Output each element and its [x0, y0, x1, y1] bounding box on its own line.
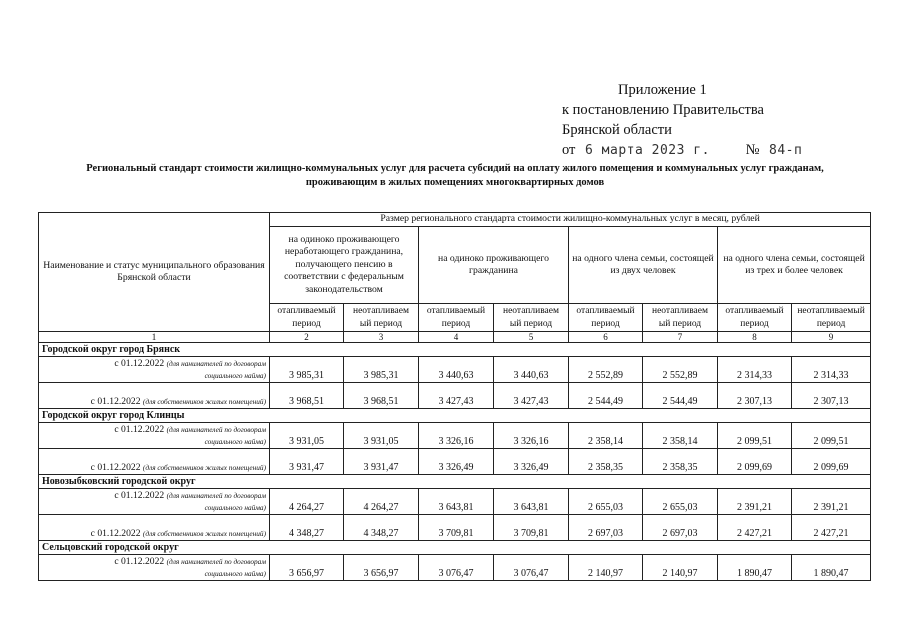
sub-header: неотапливаем ый период [643, 304, 718, 332]
row-date: с 01.12.2022 [114, 489, 165, 501]
value-cell: 2 427,21 [718, 515, 792, 541]
group-header: на одиноко проживающего неработающего гражданина, получающего пенсию в соответствии с федеральным законодательством [270, 227, 419, 304]
sub-header: неотапливаемый период [792, 304, 871, 332]
date-value: 6 марта 2023 г. [585, 143, 710, 158]
value-cell: 2 307,13 [718, 383, 792, 409]
value-cell: 4 348,27 [270, 515, 344, 541]
table-row [39, 515, 871, 541]
row-label [39, 449, 270, 475]
row-label [39, 383, 270, 409]
sub-header: неотапливаем ый период [344, 304, 419, 332]
sub-header: отапливаемый период [270, 304, 344, 332]
value-cell: 2 099,51 [718, 423, 792, 449]
value-cell: 2 552,89 [569, 357, 643, 383]
row-date: с 01.12.2022 [114, 555, 165, 567]
appendix-block [562, 80, 802, 161]
row-note: (для собственников жилых помещений) [142, 529, 266, 538]
row-label [39, 515, 270, 541]
value-cell: 2 314,33 [718, 357, 792, 383]
value-cell: 3 656,97 [270, 555, 344, 581]
value-cell: 1 890,47 [792, 555, 871, 581]
value-cell: 3 931,05 [344, 423, 419, 449]
value-cell: 3 427,43 [419, 383, 494, 409]
value-cell: 3 643,81 [494, 489, 569, 515]
document-title [40, 162, 870, 190]
row-note: (для собственников жилых помещений) [142, 397, 266, 406]
value-cell: 2 307,13 [792, 383, 871, 409]
column-number: 1 [39, 332, 270, 343]
sub-header: отапливаемый период [569, 304, 643, 332]
value-cell: 3 985,31 [344, 357, 419, 383]
sub-header: неотапливаем ый период [494, 304, 569, 332]
table-row [39, 555, 871, 581]
value-cell: 3 931,47 [270, 449, 344, 475]
value-cell: 4 348,27 [344, 515, 419, 541]
column-number: 7 [643, 332, 718, 343]
title-line-2: проживающим в жилых помещениях многоквартирных домов [305, 177, 605, 188]
row-note-continued: социального найма) [204, 568, 266, 578]
region-name: Новозыбковский городской округ [39, 475, 871, 489]
table-row [39, 489, 871, 515]
row-note: (для нанимателей по договорам [166, 358, 266, 368]
column-number: 5 [494, 332, 569, 343]
row-date: с 01.12.2022 [114, 423, 165, 435]
value-cell: 2 314,33 [792, 357, 871, 383]
value-cell: 3 968,51 [270, 383, 344, 409]
value-cell: 4 264,27 [270, 489, 344, 515]
region-name: Сельцовский городской округ [39, 541, 871, 555]
standard-cost-table [38, 212, 871, 581]
first-col-header: Наименование и статус муниципального образования Брянской области [39, 213, 270, 332]
value-cell: 2 140,97 [569, 555, 643, 581]
title-line-1: Региональный стандарт стоимости жилищно-коммунальных услуг для расчета субсидий на оплату жилого помещения и коммунальных услуг гражданам, [86, 163, 824, 174]
table-row [39, 449, 871, 475]
column-number: 6 [569, 332, 643, 343]
region-name: Городской округ город Клинцы [39, 409, 871, 423]
value-cell: 3 968,51 [344, 383, 419, 409]
group-header: на одного члена семьи, состоящей из трех и более человек [718, 227, 871, 304]
value-cell: 3 440,63 [419, 357, 494, 383]
number-prefix: № [745, 142, 760, 158]
value-cell: 3 440,63 [494, 357, 569, 383]
appendix-region: Брянской области [562, 122, 672, 138]
row-note: (для нанимателей по договорам [166, 490, 266, 500]
value-cell: 2 552,89 [643, 357, 718, 383]
value-cell: 2 697,03 [643, 515, 718, 541]
value-cell: 3 931,47 [344, 449, 419, 475]
group-header: на одного члена семьи, состоящей из двух человек [569, 227, 718, 304]
value-cell: 2 099,69 [792, 449, 871, 475]
value-cell: 2 427,21 [792, 515, 871, 541]
appendix-date-line [562, 140, 802, 161]
row-note-continued: социального найма) [204, 502, 266, 512]
value-cell: 2 358,35 [569, 449, 643, 475]
row-note: (для собственников жилых помещений) [142, 463, 266, 472]
value-cell: 2 655,03 [643, 489, 718, 515]
row-date: с 01.12.2022 [90, 528, 141, 539]
value-cell: 3 643,81 [419, 489, 494, 515]
value-cell: 3 709,81 [419, 515, 494, 541]
value-cell: 3 985,31 [270, 357, 344, 383]
top-header: Размер регионального стандарта стоимости жилищно-коммунальных услуг в месяц, рублей [270, 213, 871, 227]
value-cell: 3 326,16 [419, 423, 494, 449]
column-number: 3 [344, 332, 419, 343]
value-cell: 3 709,81 [494, 515, 569, 541]
value-cell: 3 427,43 [494, 383, 569, 409]
region-name: Городской округ город Брянск [39, 343, 871, 357]
value-cell: 2 544,49 [569, 383, 643, 409]
value-cell: 2 391,21 [792, 489, 871, 515]
row-label [39, 555, 270, 581]
row-label [39, 489, 270, 515]
column-number: 4 [419, 332, 494, 343]
date-prefix: от [562, 142, 576, 158]
column-number: 8 [718, 332, 792, 343]
value-cell: 1 890,47 [718, 555, 792, 581]
row-note: (для нанимателей по договорам [166, 556, 266, 566]
table-row [39, 357, 871, 383]
row-note: (для нанимателей по договорам [166, 424, 266, 434]
value-cell: 2 099,69 [718, 449, 792, 475]
value-cell: 2 358,14 [569, 423, 643, 449]
value-cell: 2 391,21 [718, 489, 792, 515]
value-cell: 2 358,14 [643, 423, 718, 449]
row-date: с 01.12.2022 [90, 396, 141, 407]
row-label [39, 357, 270, 383]
group-header: на одиноко проживающего гражданина [419, 227, 569, 304]
value-cell: 3 076,47 [419, 555, 494, 581]
number-value: 84-п [769, 143, 803, 158]
value-cell: 3 931,05 [270, 423, 344, 449]
value-cell: 2 697,03 [569, 515, 643, 541]
appendix-title: Приложение 1 [618, 82, 707, 98]
column-number: 2 [270, 332, 344, 343]
value-cell: 3 326,49 [419, 449, 494, 475]
value-cell: 4 264,27 [344, 489, 419, 515]
value-cell: 3 326,16 [494, 423, 569, 449]
row-date: с 01.12.2022 [90, 462, 141, 473]
value-cell: 2 544,49 [643, 383, 718, 409]
value-cell: 2 655,03 [569, 489, 643, 515]
value-cell: 3 076,47 [494, 555, 569, 581]
table-row [39, 383, 871, 409]
value-cell: 3 326,49 [494, 449, 569, 475]
table-row [39, 423, 871, 449]
appendix-resolution: к постановлению Правительства [562, 102, 764, 118]
value-cell: 2 140,97 [643, 555, 718, 581]
row-label [39, 423, 270, 449]
row-note-continued: социального найма) [204, 370, 266, 380]
sub-header: отапливаемый период [419, 304, 494, 332]
value-cell: 2 358,35 [643, 449, 718, 475]
value-cell: 3 656,97 [344, 555, 419, 581]
sub-header: отапливаемый период [718, 304, 792, 332]
row-date: с 01.12.2022 [114, 357, 165, 369]
value-cell: 2 099,51 [792, 423, 871, 449]
row-note-continued: социального найма) [204, 436, 266, 446]
column-number: 9 [792, 332, 871, 343]
